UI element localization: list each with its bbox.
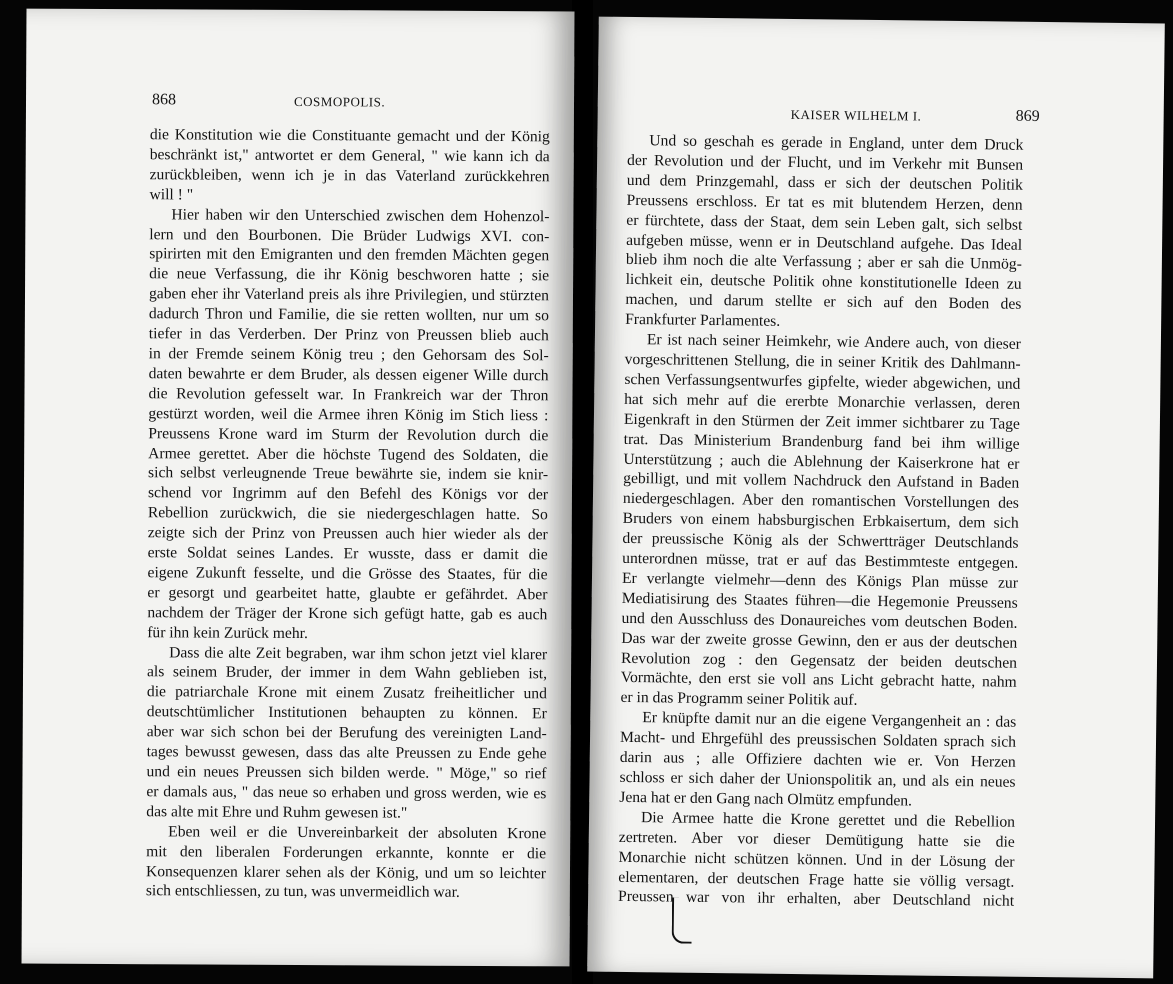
text-line: für ihn kein Zurück mehr. [147, 623, 308, 642]
text-line: aber war sich schon bei der Berufung des vereinigten Land- [146, 723, 547, 743]
text-line: Er verlangte vielmehr—denn des Königs Plan müsse zur [621, 569, 1019, 592]
text-line: er in das Programm seiner Politik auf. [620, 689, 858, 710]
text-line: das alte mit Ehre und Ruhm gewesen ist." [146, 803, 408, 822]
text-line: trat. Das Ministerium Brandenburg fand bei ihm willige [623, 430, 1020, 453]
text-line: er damals aus, " das neue so erhaben und gross werden, wie es [146, 783, 547, 803]
text-line: in der Fremde seinem König treu ; den Gehorsam des Sol- [148, 345, 549, 365]
text-line: Er knüpfte damit nur an die eigene Vergangenheit an : das [642, 709, 1017, 732]
text-line: gaben eher ihr Vaterland preis als ihre Privilegien, und stürzten [148, 285, 550, 305]
running-head: KAISER WILHELM I. [790, 106, 922, 124]
text-line: aufgeben müsse, wenn er in Deutschland aufgehe. Das Ideal [626, 231, 1023, 254]
text-line: Konsequenzen klarer sehen als der König, und um so leichter [145, 862, 547, 882]
text-line: tiefer in das Verderben. Der Prinz von Preussen blieb auch [148, 325, 549, 345]
text-line: will ! " [149, 185, 194, 204]
text-line: tages bewusst gewesen, dass das alte Preussen zu Ende gehe [146, 743, 547, 763]
text-line: Preussen war von ihr erhalten, aber Deutschland nicht [617, 888, 1015, 911]
text-line: unterordnen müsse, trat er auf das Bestimmteste entgegen. [622, 549, 1019, 572]
text-line: darin aus ; alle Offiziere dachten wie er. Von Herzen [619, 748, 1016, 771]
text-line: zeigte sich der Prinz von Preussen auch hier wieder als der [147, 524, 548, 544]
text-line: sich selbst verleugnende Treue bewährte sie, indem sie knir- [148, 464, 549, 484]
text-line: niedergeschlagen. Aber den romantischen Vorstellungen des [622, 490, 1020, 513]
text-line: schend vor Ingrimm auf den Befehl des Königs vor der [147, 484, 549, 504]
text-line: Armee gerettet. Aber die höchste Tugend des Soldaten, die [148, 444, 549, 464]
text-line: zurückbleiben, wenn ich je in das Vaterland zurückkehren [149, 166, 550, 186]
text-line: und ein neues Preussen sich bilden werde. " Möge," so rief [146, 763, 547, 783]
text-line: Rebellion zurückwich, die sie niedergeschlagen hatte. So [147, 504, 548, 524]
text-line: Hier haben wir den Unterschied zwischen dem Hohenzol- [171, 205, 550, 225]
text-line: die patriarchale Krone mit einem Zusatz freiheitlicher und [146, 683, 547, 703]
left-page [22, 9, 575, 967]
text-line: elementaren, der deutschen Frage hatte sie völlig versagt. [618, 868, 1015, 891]
text-line: Das war der zweite grosse Gewinn, den er aus der deutschen [621, 629, 1018, 652]
text-line: Macht- und Ehrgefühl des preussischen Soldaten sprach sich [619, 729, 1017, 751]
text-line: nachdem der Träger der Krone sich gefügt hatte, gab es auch [147, 603, 548, 624]
text-line: deutschtümlicher Institutionen behaupten zu können. Er [146, 703, 547, 723]
body-text [618, 131, 1023, 912]
text-line: Eigenkraft in den Stürmen der Zeit immer sichtbarer zu Tage [623, 410, 1021, 433]
text-line: beschränkt ist," antwortet er dem General, " wie kann ich da [149, 146, 550, 166]
text-line: vorgeschrittenen Stellung, die in seiner Kritik des Dahlmann- [624, 350, 1021, 373]
text-line: lichkeit ein, deutsche Politik ohne konstitutionelle Ideen zu [625, 271, 1022, 294]
page-number: 869 [1015, 107, 1040, 125]
text-line: daten bewahrte er dem Bruder, als dessen eigener Wille durch [148, 365, 549, 385]
text-line: zertreten. Aber vor dieser Demütigung hatte sie die [618, 828, 1015, 851]
text-line: die neue Verfassung, die ihr König beschworen hatte ; sie [149, 265, 550, 285]
text-line: der Revolution und der Flucht, und im Verkehr mit Bunsen [626, 151, 1024, 174]
text-line: Revolution zog : den Gegensatz der beiden deutschen [620, 649, 1018, 672]
text-line: Preussens erschloss. Er tat es mit blutendem Herzen, denn [626, 191, 1023, 214]
text-line: Bruders von einem habsburgischen Erbkaisertum, dem sich [622, 510, 1019, 532]
text-line: mit den liberalen Forderungen erkannte, konnte er die [146, 842, 547, 862]
text-line: als seinem Bruder, der immer in dem Wahn geblieben ist, [146, 663, 548, 683]
text-line: der preussische König als der Schwertträger Deutschlands [622, 530, 1019, 552]
text-line: erste Soldat seines Landes. Er wusste, dass er damit die [147, 544, 548, 564]
text-line: Vormächte, den erst sie voll ans Licht gebracht hatte, nahm [620, 669, 1017, 692]
text-line: er gesorgt und gearbeitet hatte, glaubte er gefährdet. Aber [147, 584, 548, 604]
running-head: COSMOPOLIS. [293, 93, 386, 110]
page-number: 868 [151, 91, 177, 109]
text-line: Er ist nach seiner Heimkehr, wie Andere auch, von dieser [646, 331, 1021, 353]
text-line: sich entschliessen, zu tun, was unvermeidlich war. [145, 882, 460, 902]
text-line: schen Verfassungsentwurfes gipfelte, wieder abgewichen, und [624, 370, 1021, 393]
text-line: Jena hat er den Gang nach Olmütz empfunden. [619, 788, 913, 810]
text-line: gestürzt worden, weil die Armee ihren König im Stich liess : [148, 404, 549, 424]
text-line: Dass die alte Zeit begraben, war ihm schon jetzt viel klarer [169, 643, 548, 663]
text-line: er fürchtete, dass der Staat, dem sein Leben galt, sich selbst [626, 211, 1023, 234]
pencil-mark-icon [672, 898, 693, 944]
text-line: Eben weil er die Unvereinbarkeit der absoluten Krone [168, 823, 547, 843]
text-line: Preussens Krone ward im Sturm der Revolution durch die [148, 424, 549, 444]
text-line: Monarchie nicht schützen können. Und in der Lösung der [618, 848, 1015, 871]
text-line: schloss er sich daher der Unionspolitik an, und als ein neues [619, 768, 1016, 791]
text-line: eigene Zukunft fesselte, und die Grösse des Staates, für die [147, 564, 548, 584]
text-line: Die Armee hatte die Krone gerettet und die Rebellion [640, 808, 1016, 831]
body-text [146, 125, 550, 903]
text-line: dadurch Thron und Familie, die sie retten wollten, nur um so [148, 305, 549, 325]
text-line: Frankfurter Parlamentes. [625, 311, 781, 330]
text-line: und dem Prinzgemahl, dass er sich der deutschen Politik [626, 171, 1023, 194]
text-line: Unterstützung ; auch die Ablehnung der Kaiserkrone hat er [623, 450, 1020, 473]
text-line: gebilligt, und mit vollem Nachdruck den Aufstand in Baden [623, 470, 1020, 493]
text-line: machen, und darum stellte er sich auf den Boden des [625, 291, 1022, 314]
text-line: die Revolution gefesselt war. In Frankreich war der Thron [148, 384, 549, 405]
text-line: lern und den Bourbonen. Die Brüder Ludwigs XVI. con- [149, 225, 550, 245]
text-line: spirirten mit den Emigranten und den fremden Mächten gegen [149, 245, 550, 265]
text-line: Mediatisirung des Staates führen—die Hegemonie Preussens [621, 589, 1018, 612]
text-line: blieb ihm noch die alte Verfassung ; aber er sah die Unmög- [625, 251, 1022, 274]
text-line: und den Ausschluss des Donaureiches vom deutschen Boden. [621, 609, 1018, 632]
text-line: die Konstitution wie die Constituante gemacht und der König [149, 126, 550, 146]
text-line: hat sich mehr auf die ererbte Monarchie verlassen, deren [624, 390, 1021, 413]
right-page [587, 17, 1165, 979]
text-line: Und so geschah es gerade in England, unter dem Druck [649, 132, 1024, 154]
